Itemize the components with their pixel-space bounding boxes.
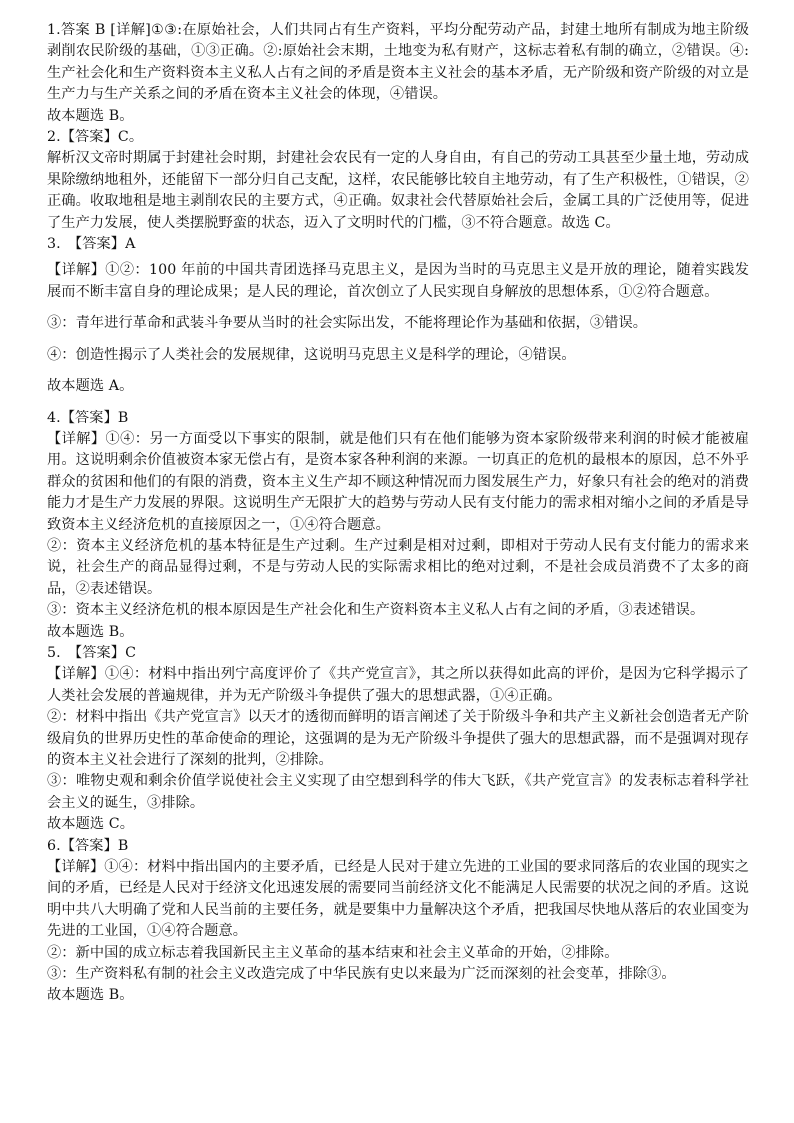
answer-3-detail-2: ③：青年进行革命和武装斗争要从当时的社会实际出发，不能将理论作为基础和依据，③错误。 [47,315,648,332]
answer-4-heading: 4.【答案】B [47,409,129,426]
answer-4-detail-1: 【详解】①④：另一方面受以下事实的限制，就是他们只有在他们能够为资本家阶级带来利润的时候才能被雇用。这说明剩余价值被资本家无偿占有，是资本家各种利润的来源。一切真正的危机的最根本的原因，总不外乎群众的贫困和他们的有限的消费，资本主义生产却不顾这种情况而力图发展生产力，好象只有社会的绝对的消费能力才是生产力发展的界限。这说明生产无限扩大的趋势与劳动人民有支付能力的需求相对缩小之间的矛盾是导致资本主义经济危机的直接原因之一，①④符合题意。 [47,430,749,533]
answer-6-heading: 6.【答案】B [47,837,129,854]
answer-6-conclusion: 故本题选 B。 [47,987,134,1004]
answer-5-detail-1: 【详解】①④：材料中指出列宁高度评价了《共产党宣言》，其之所以获得如此高的评价，是因为它科学揭示了人类社会发展的普遍规律，并为无产阶级斗争提供了强大的思想武器，①④正确。 [47,666,749,704]
answer-6-detail-1: 【详解】①④：材料中指出国内的主要矛盾，已经是人民对于建立先进的工业国的要求同落后的农业国的现实之间的矛盾，已经是人民对于经济文化迅速发展的需要同当前经济文化不能满足人民需要的状况之间的矛盾。这说明中共八大明确了党和人民当前的主要任务，就是要集中力量解决这个矛盾，把我国尽快地从落后的农业国变为先进的工业国，①④符合题意。 [47,859,749,940]
answer-2 [47,127,749,234]
answer-4-detail-2: ②：资本主义经济危机的基本特征是生产过剩。生产过剩是相对过剩，即相对于劳动人民有支付能力的需求来说，社会生产的商品显得过剩，不是与劳动人民的实际需求相比的绝对过剩，不是社会成员消费不了太多的商品，②表述错误。 [47,537,749,597]
answer-5-conclusion: 故本题选 C。 [47,816,135,833]
answer-1-explanation: 1.答案 B [详解]①③:在原始社会，人们共同占有生产资料，平均分配劳动产品，封建土地所有制成为地主阶级剥削农民阶级的基础，①③正确。②:原始社会末期，土地变为私有财产，这标志着私有制的确立，②错误。④:生产社会化和生产资料资本主义私人占有之间的矛盾是资本主义社会的基本矛盾，无产阶级和资产阶级的对立是生产力与生产关系之间的矛盾在资本主义社会的体现，④错误。 [47,22,749,103]
answer-2-explanation: 解析汉文帝时期属于封建社会时期，封建社会农民有一定的人身自由，有自己的劳动工具甚至少量土地，劳动成果除缴纳地租外，还能留下一部分归自己支配，这样，农民能够比较自主地劳动，有了生产积极性，①错误，②正确。收取地租是地主剥削农民的主要方式，④正确。奴隶社会代替原始社会后，金属工具的广泛使用等，促进了生产力发展，使人类摆脱野蛮的状态，迈入了文明时代的门槛，③不符合题意。故选 C。 [47,150,749,231]
answer-1 [47,20,749,127]
answer-3-detail-1: 【详解】①②：100 年前的中国共青团选择马克思主义，是因为当时的马克思主义是开放的理论，随着实践发展而不断丰富自身的理论成果；是人民的理论，首次创立了人民实现自身解放的思想体系，①②符合题意。 [47,262,749,300]
answer-sheet [47,20,749,1007]
answer-3-detail-3: ④：创造性揭示了人类社会的发展规律，这说明马克思主义是科学的理论，④错误。 [47,346,576,363]
answer-5 [47,643,749,836]
answer-6-detail-2: ②：新中国的成立标志着我国新民主主义革命的基本结束和社会主义革命的开始，②排除。 [47,944,619,961]
answer-3-conclusion: 故本题选 A。 [47,378,134,395]
answer-4-detail-3: ③：资本主义经济危机的根本原因是生产社会化和生产资料资本主义私人占有之间的矛盾，③表述错误。 [47,602,705,619]
answer-4 [47,408,749,643]
answer-5-detail-2: ②：材料中指出《共产党宣言》以天才的透彻而鲜明的语言阐述了关于阶级斗争和共产主义新社会创造者无产阶级肩负的世界历史性的革命使命的理论，这强调的是为无产阶级斗争提供了强大的思想武器，而不是强调对现存的资本主义社会进行了深刻的批判，②排除。 [47,709,749,768]
answer-5-detail-3: ③：唯物史观和剩余价值学说使社会主义实现了由空想到科学的伟大飞跃，《共产党宣言》的发表标志着科学社会主义的诞生，③排除。 [47,773,749,811]
answer-5-heading: 5. 【答案】C [47,644,137,661]
answer-2-heading: 2.【答案】C。 [47,129,144,146]
answer-6-detail-3: ③：生产资料私有制的社会主义改造完成了中华民族有史以来最为广泛而深刻的社会变革，排除③。 [47,966,676,983]
answer-4-conclusion: 故本题选 B。 [47,623,134,640]
answer-3-heading: 3. 【答案】A [47,236,136,253]
answer-1-conclusion: 故本题选 B。 [47,107,134,124]
answer-6 [47,836,749,1007]
answer-3 [47,234,749,407]
